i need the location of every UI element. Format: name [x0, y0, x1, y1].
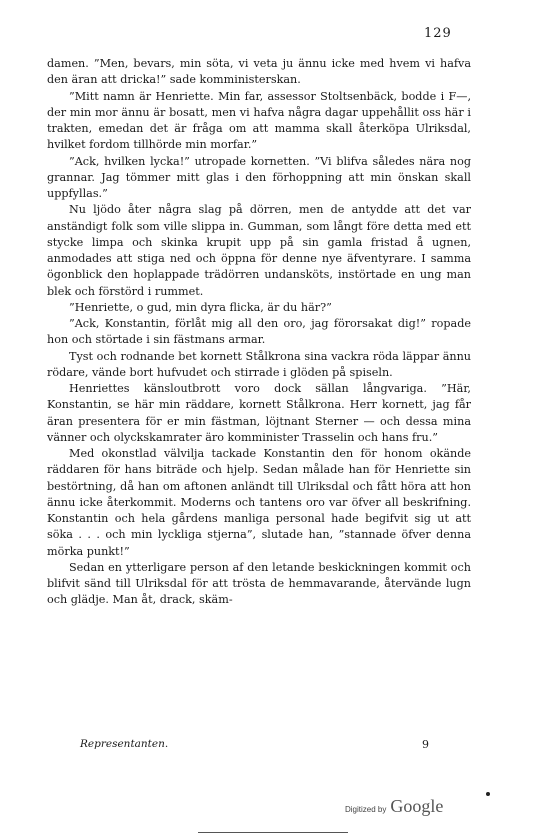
paragraph: Nu ljödo åter några slag på dörren, men de antydde att det var anständigt folk som ville slippa in. Gumman, som långt före detta med ett stycke limpa och skinka krupit upp på sin gamla fristad å ugnen, anmodades att stiga ned och öppna för denne nye äfventyrare. I samma ögonblick den hoplappade trädörren undansköts, instörtade en ung man blek och förstörd i rummet. [47, 203, 471, 298]
dot-mark [486, 792, 490, 796]
footer [80, 738, 470, 750]
page-number: 129 [424, 26, 452, 41]
paragraph: Sedan en ytterligare person af den letande beskickningen kommit och blifvit sänd till Ulriksdal för att trösta de hemmavarande, återvände lugn och glädje. Man åt, drack, skäm- [47, 560, 471, 607]
google-logo: Google [390, 796, 444, 816]
paragraph: ”Ack, Konstantin, förlåt mig all den oro, jag förorsakat dig!” ropade hon och störtade i sin fästmans armar. [47, 317, 471, 347]
paragraph: ”Henriette, o gud, min dyra flicka, är du här?” [69, 300, 332, 314]
digitized-watermark [345, 796, 443, 817]
bottom-rule [198, 832, 348, 833]
paragraph: damen. ”Men, bevars, min söta, vi veta ju ännu icke med hvem vi hafva den äran att dricka!” sade komministerskan. [47, 57, 471, 87]
text-block [47, 56, 471, 609]
paragraph: Med okonstlad välvilja tackade Konstantin den för honom okände räddaren för hans biträde och hjelp. Sedan målade han för Henriette sin bestörtning, då han om aftonen anländt till Ulriksdal och fått höra att hon ännu icke återkommit. Moderns och tantens oro var öfver all beskrifning. Konstantin och hela gårdens manliga personal hade begifvit sig ut att söka . . . och min lyckliga stjerna”, slutade han, ”stannade öfver denna mörka punkt!” [47, 447, 471, 558]
paragraph: Tyst och rodnande bet kornett Stålkrona sina vackra röda läppar ännu rödare, vände bort hufvudet och stirrade i glöden på spiseln. [47, 349, 471, 379]
paragraph: ”Ack, hvilken lycka!” utropade kornetten. ”Vi blifva således nära nog grannar. Jag tömmer mitt glas i den förhoppning att min önskan skall uppfyllas.” [47, 154, 471, 200]
signature-number: 9 [422, 738, 429, 751]
signature: Representanten. [80, 738, 169, 750]
paragraph: ”Mitt namn är Henriette. Min far, assessor Stoltsenbäck, bodde i F—, der min mor ännu är bosatt, men vi hafva några dagar uppehållit oss här i trakten, emedan det är fråga om att mamma skall återköpa Ulriksdal, hvilket fordom tillhörde min morfar.” [47, 89, 471, 152]
paragraph: Henriettes känsloutbrott voro dock sällan långvariga. ”Här, Konstantin, se här min räddare, kornett Stålkrona. Herr kornett, jag får äran presentera för er min fästman, löjtnant Sterner — och dessa mina vänner och olyckskamrater äro komminister Trasselin och hans fru.” [47, 382, 471, 444]
digitized-label: Digitized by [345, 805, 387, 814]
